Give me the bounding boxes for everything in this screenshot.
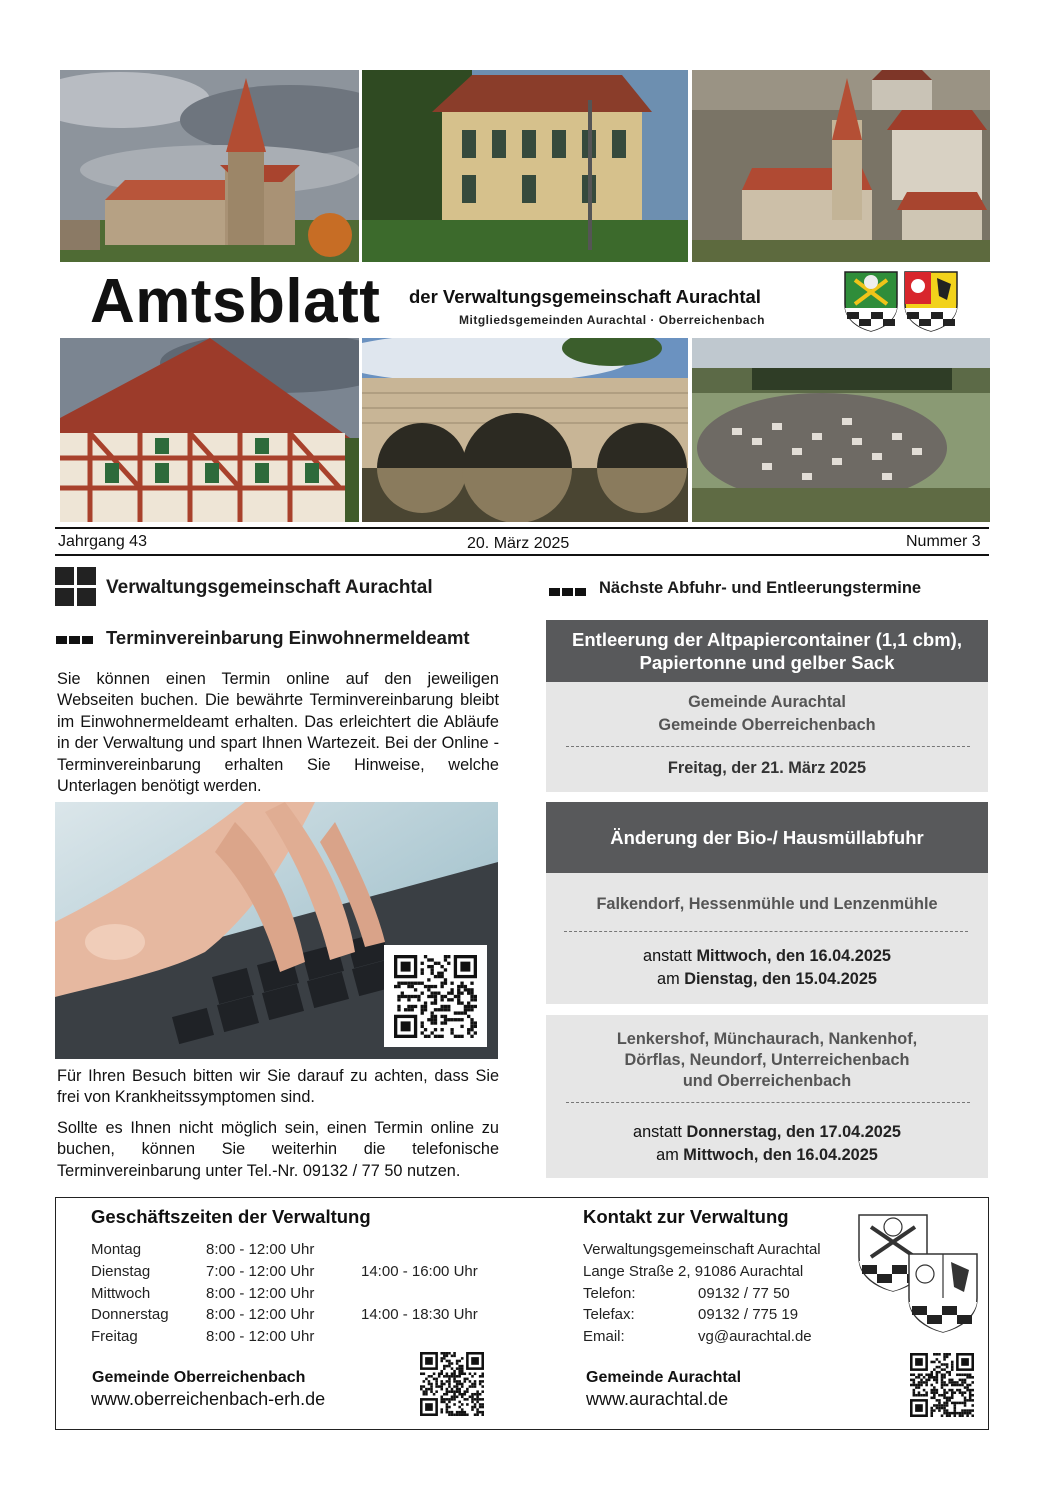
article-paragraph-2: Für Ihren Besuch bitten wir Sie darauf zu achten, dass Sie frei von Krankheitssymptomen sind. [57,1067,499,1107]
link1-url[interactable]: www.oberreichenbach-erh.de [91,1389,326,1409]
new-date: Dienstag, den 15.04.2025 [684,970,877,988]
places-line-3: und Oberreichenbach [682,1072,852,1090]
paper-place-1: Gemeinde Aurachtal [688,693,846,711]
article-paragraph-3: Sollte es Ihnen nicht möglich sein, einen Termin online zu buchen, können Sie weiterhin die telefonische Terminvereinbarung unter Tel.-Nr. 09132 / 77 50 nutzen. [57,1119,499,1180]
paper-collection-date: Freitag, der 21. März 2025 [667,759,867,777]
contact-org: Verwaltungsgemeinschaft Aurachtal [583,1241,821,1258]
hours-morning: 7:00 - 12:00 Uhr [206,1263,315,1280]
contact-address: Lange Straße 2, 91086 Aurachtal [583,1263,804,1280]
contact-title: Kontakt zur Verwaltung [583,1206,789,1227]
fax-value: 09132 / 775 19 [698,1306,799,1323]
hours-afternoon: 14:00 - 18:30 Uhr [361,1306,478,1323]
phone-value[interactable]: 09132 / 77 50 [698,1285,790,1302]
issue-date: 20. März 2025 [467,535,570,552]
dashed-divider [564,931,968,932]
issue-number: Nummer 3 [906,533,981,550]
new-date: Mittwoch, den 16.04.2025 [683,1146,878,1164]
places-line-1: Lenkershof, Münchaurach, Nankenhof, [616,1030,918,1048]
dashed-divider [566,746,970,747]
footer-coat-of-arms-oberreichenbach-icon [907,1252,979,1334]
box3-new-date [546,1144,988,1167]
photo-aerial-village [692,70,990,262]
bio-waste-body [546,873,988,1004]
link2-name: Gemeinde Aurachtal [586,1369,742,1386]
hours-morning: 8:00 - 12:00 Uhr [206,1306,315,1323]
paper-collection-header [546,620,988,682]
photo-half-timbered-house [60,338,359,522]
phone-label: Telefon: [583,1285,636,1302]
coat-of-arms-oberreichenbach-icon [903,270,959,332]
section-squares-icon [55,567,97,607]
article-title: Terminvereinbarung Einwohnermeldeamt [106,627,470,648]
fax-label: Telefax: [583,1306,635,1323]
hours-afternoon: 14:00 - 16:00 Uhr [361,1263,478,1280]
hours-morning: 8:00 - 12:00 Uhr [206,1241,315,1258]
hours-day: Donnerstag [91,1306,169,1323]
places-line-2: Dörflas, Neundorf, Unterreichenbach [624,1051,910,1069]
on-word: am [657,970,680,988]
newspaper-title: Amtsblatt [90,267,381,336]
bio-waste-new-date [546,968,988,991]
bio-waste-header: Änderung der Bio-/ Hausmüllabfuhr [546,802,988,873]
instead-date: Mittwoch, den 16.04.2025 [696,947,891,965]
newspaper-subtitle: der Verwaltungsgemeinschaft Aurachtal [409,286,761,307]
section-title-vg: Verwaltungsgemeinschaft Aurachtal [106,577,433,598]
hours-day: Montag [91,1241,142,1258]
qr-code-oberreichenbach[interactable] [420,1352,484,1416]
instead-word: anstatt [643,947,692,965]
link2-url[interactable]: www.aurachtal.de [586,1389,729,1409]
article-bullets-icon [56,631,95,649]
paper-place-2: Gemeinde Oberreichenbach [658,716,876,734]
link1-name: Gemeinde Oberreichenbach [92,1369,306,1386]
qr-code-aurachtal[interactable] [910,1353,974,1417]
email-value[interactable]: vg@aurachtal.de [698,1328,812,1345]
right-section-bullets-icon [549,583,588,601]
instead-word: anstatt [633,1123,682,1141]
issue-year: Jahrgang 43 [58,533,147,550]
hours-day: Dienstag [91,1263,151,1280]
bio-waste-instead [546,945,988,968]
hours-day: Mittwoch [91,1285,151,1302]
hours-morning: 8:00 - 12:00 Uhr [206,1285,315,1302]
section-title-collection: Nächste Abfuhr- und Entleerungstermine [599,579,922,597]
instead-date: Donnerstag, den 17.04.2025 [686,1123,901,1141]
box3-instead [546,1121,988,1144]
email-label: Email: [583,1328,625,1345]
article-paragraph-1: Sie können einen Termin online auf den jeweiligen Webseiten buchen. Die bewährte Terminvereinbarung bleibt im Einwohnermeldeamt erhalten. Das erleichtert die Abläufe in der Verwaltung und spart Ihnen Wartezeit. Bei der Online - Terminvereinbarung erhalten Sie Hinweise, welche Unterlagen benötigt werden. [57,670,499,796]
coat-of-arms-aurachtal-icon [843,270,899,332]
photo-stone-bridge [362,338,688,522]
top-rule [55,527,989,529]
paper-collection-header-line1: Entleerung der Altpapiercontainer (1,1 cbm), [572,629,962,650]
paper-collection-body [546,682,988,792]
qr-code-appointment[interactable] [384,945,487,1047]
hours-morning: 8:00 - 12:00 Uhr [206,1328,315,1345]
bottom-rule [55,554,989,556]
photo-aerial-settlement [692,338,990,522]
hours-title: Geschäftszeiten der Verwaltung [91,1206,371,1227]
on-word: am [656,1146,679,1164]
hours-day: Freitag [91,1328,138,1345]
dashed-divider [566,1102,970,1103]
bio-waste-places: Falkendorf, Hessenmühle und Lenzenmühle [596,895,938,913]
bio-waste-body-2 [546,1015,988,1178]
photo-castle [362,70,688,262]
paper-collection-header-line2: Papiertonne und gelber Sack [639,652,895,673]
member-municipalities: Mitgliedsgemeinden Aurachtal · Oberreichenbach [459,313,765,327]
photo-church [60,70,359,262]
